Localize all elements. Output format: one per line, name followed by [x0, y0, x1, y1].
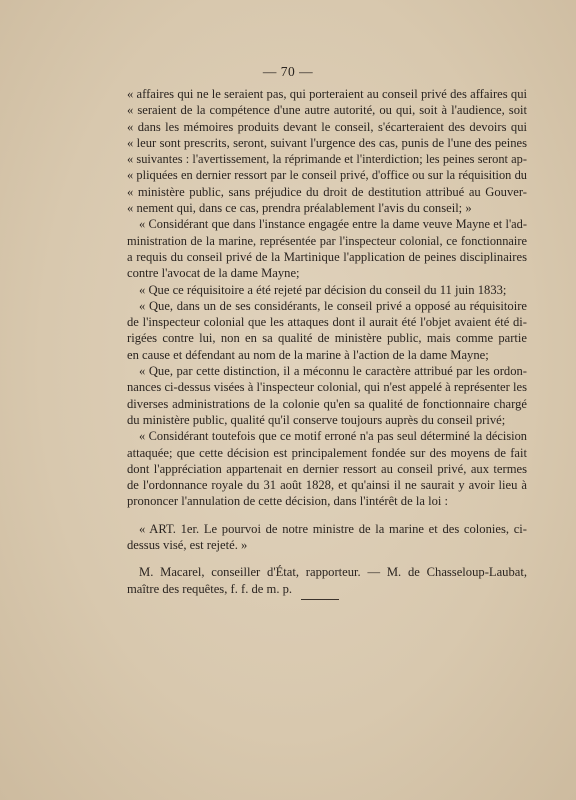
paragraph [127, 282, 527, 298]
text-line: rigées contre lui, non en sa qualité de ministère public, mais comme partie [127, 331, 527, 346]
text-line: « Que, par cette distinction, il a méconnu le caractère attribué par les ordon- [139, 364, 527, 379]
text-line: diverses administrations de la colonie qu'en sa qualité de fonctionnaire chargé [127, 396, 527, 411]
text-line: « ART. 1er. Le pourvoi de notre ministre de la marine et des colonies, ci- [139, 521, 527, 536]
text-line: « Considérant que dans l'instance engagée entre la dame veuve Mayne et l'ad- [139, 217, 527, 232]
text-line: dont l'appréciation appartenait en dernier ressort au conseil privé, aux termes [127, 461, 527, 476]
text-line: dessus visé, est rejeté. » [127, 538, 248, 553]
signature-block [127, 564, 527, 597]
page-number: — 70 — [262, 64, 314, 79]
text-line: « seraient de la compétence d'une autre autorité, ou qui, soit à l'audience, soit [127, 103, 527, 118]
text-line: « ministère public, sans préjudice du droit de destitution attribué au Gouver- [127, 184, 527, 199]
text-line: de l'ordonnance royale du 31 août 1828, et qu'ainsi il ne saurait y avoir lieu à [127, 478, 527, 493]
body-text [127, 86, 527, 597]
text-line: contre l'avocat de la dame Mayne; [127, 266, 300, 281]
text-line: « dans les mémoires produits devant le conseil, s'écarteraient des devoirs qui [127, 119, 527, 134]
text-line: du ministère public, qualité qu'il conserve toujours auprès du conseil privé; [127, 412, 506, 427]
text-line: ministration de la marine, représentée par l'inspecteur colonial, ce fonctionnaire [127, 233, 527, 248]
text-line: attaquée; que cette décision est principalement fondée sur des moyens de fait [127, 445, 527, 460]
text-line: nances ci-dessus visées à l'inspecteur colonial, qui n'est appelé à représenter les [127, 380, 527, 395]
paragraph [127, 428, 527, 509]
text-line: « Que ce réquisitoire a été rejeté par décision du conseil du 11 juin 1833; [139, 282, 507, 297]
text-line: « pliquées en dernier ressort par le conseil privé, d'office ou sur la réquisition du [127, 168, 527, 183]
text-line: « leur sont prescrits, seront, suivant l'urgence des cas, punis de l'une des peines [127, 135, 527, 150]
text-line: « nement qui, dans ce cas, prendra préalablement l'avis du conseil; » [127, 201, 472, 216]
paragraph [127, 86, 527, 216]
text-line: de l'inspecteur colonial que les attaques dont il aurait été l'objet avaient été di- [127, 315, 527, 330]
text-line: en cause et défendant au nom de la marine à l'action de la dame Mayne; [127, 347, 489, 362]
signature-line: M. Macarel, conseiller d'État, rapporteur. — M. de Chasseloup-Laubat, [139, 565, 527, 580]
signature-line: maître des requêtes, f. f. de m. p. [127, 581, 293, 596]
paragraph [127, 298, 527, 363]
paragraph [127, 216, 527, 281]
text-line: prononcer l'annulation de cette décision, dans l'intérêt de la loi : [127, 494, 449, 509]
end-rule [301, 599, 339, 600]
text-line: a requis du conseil privé de la Martinique l'application de peines disciplinaires [127, 249, 527, 264]
text-line: « affaires qui ne le seraient pas, qui porteraient au conseil privé des affaires qui [127, 87, 527, 101]
text-line: « suivantes : l'avertissement, la réprimande et l'interdiction; les peines seront ap- [127, 152, 527, 167]
article-paragraph [127, 521, 527, 554]
text-line: « Que, dans un de ses considérants, le conseil privé a opposé au réquisitoire [139, 298, 527, 313]
paragraph [127, 363, 527, 428]
text-line: « Considérant toutefois que ce motif erroné n'a pas seul déterminé la décision [139, 429, 527, 444]
